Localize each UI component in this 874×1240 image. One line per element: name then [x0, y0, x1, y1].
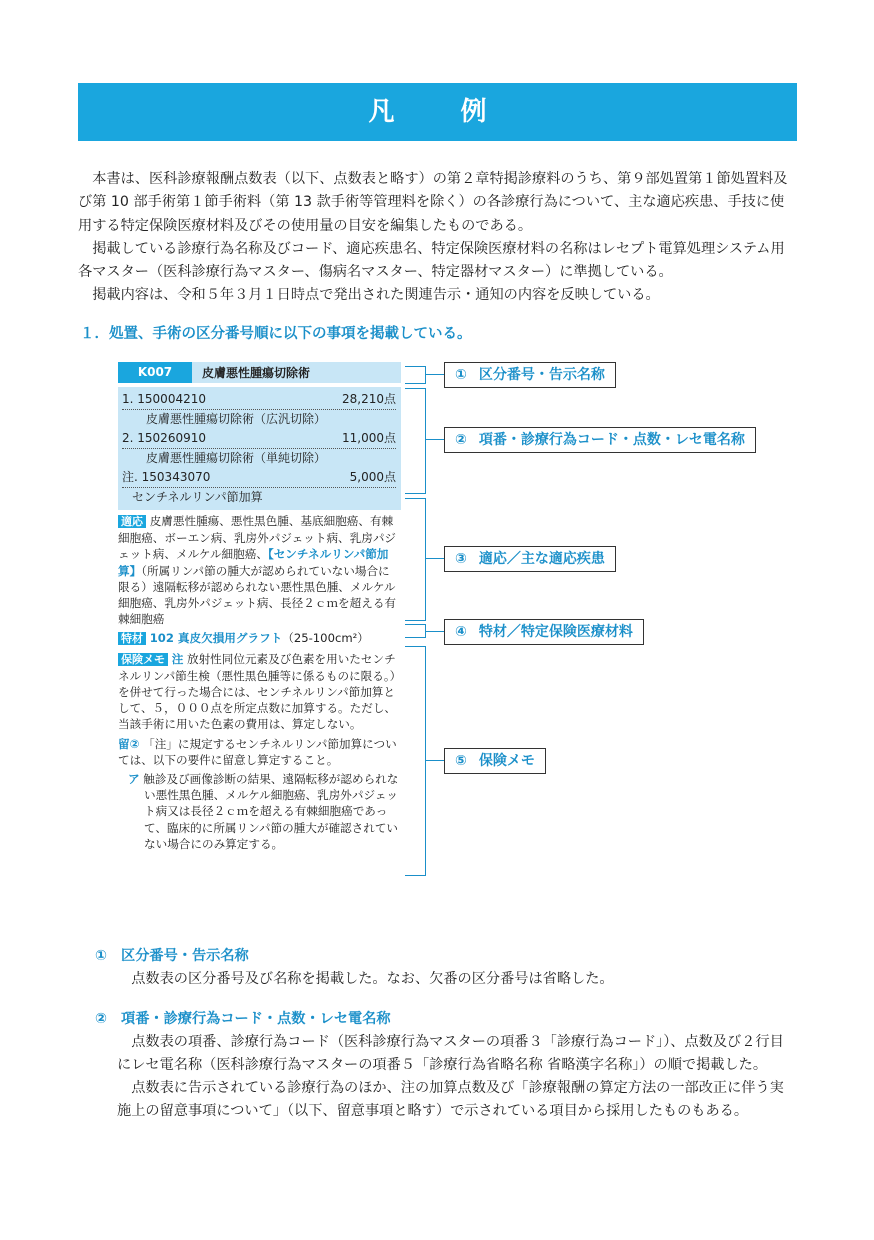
tokuzai-size: （25-100cm²）	[282, 631, 369, 646]
intro-text	[78, 168, 797, 308]
memo-tag: 保険メモ	[118, 653, 168, 666]
notes-section	[95, 945, 797, 1123]
item-code: 150260910	[137, 431, 206, 445]
item-no: 1.	[122, 392, 134, 406]
callout-label: 特材／特定保険医療材料	[478, 624, 633, 640]
callout-4	[444, 619, 644, 645]
bracket-5	[405, 646, 426, 876]
tekio-text: （所属リンパ節の腫大が認められていない場合に限る）遠隔転移が認められない悪性黒色腫、メルケル細胞癌、乳房外パジェット病、長径２ｃｍを超える有棘細胞癌	[118, 563, 397, 627]
tekio-text: 皮膚悪性腫瘍、悪性黒色腫、基底細胞癌、有棘細胞癌、ボーエン病、乳房外パジェット病、乳房パジェット病、メルケル細胞癌、	[118, 514, 397, 562]
item-points: 5,000点	[349, 470, 396, 484]
item-points: 11,000点	[342, 431, 396, 445]
note-number: ①	[95, 948, 108, 964]
connector-1	[425, 374, 444, 375]
callout-number: ⑤	[455, 753, 467, 769]
tokuzai-block	[118, 630, 401, 647]
bracket-3	[405, 498, 426, 621]
intro-paragraph: 掲載している診療行為名称及びコード、適応疾患名、特定保険医療材料の名称はレセプト電算処理システム用各マスター（医科診療行為マスター、傷病名マスター、特定器材マスター）に準拠している。	[78, 240, 785, 281]
note-paragraph: 点数表の区分番号及び名称を掲載した。なお、欠番の区分番号は省略した。	[131, 971, 614, 987]
item-rece-name: センチネルリンパ節加算	[132, 490, 263, 504]
note-title: 項番・診療行為コード・点数・レセ電名称	[121, 1011, 391, 1027]
callout-label: 項番・診療行為コード・点数・レセ電名称	[478, 432, 745, 448]
item-no: 注.	[122, 470, 138, 484]
connector-2	[425, 439, 444, 440]
ryui-item-mark: ア	[128, 772, 140, 787]
item-row	[122, 468, 396, 488]
callout-number: ②	[455, 432, 467, 448]
note-heading	[95, 945, 797, 968]
item-points: 28,210点	[342, 392, 396, 406]
memo-chu: 注	[171, 651, 184, 666]
connector-5	[425, 760, 444, 761]
callout-label: 適応／主な適応疾患	[478, 551, 605, 567]
sample-entry	[118, 362, 401, 852]
kubun-code: K007	[118, 362, 192, 383]
tekio-highlight: 【センチネルリンパ節加算】	[118, 547, 389, 578]
callout-5	[444, 748, 546, 774]
callout-number: ③	[455, 551, 467, 567]
section-title: １．処置、手術の区分番号順に以下の事項を掲載している。	[80, 326, 472, 342]
ryui-text: 「注」に規定するセンチネルリンパ節加算については、以下の要件に留意し算定すること。	[118, 736, 397, 767]
item-code: 150343070	[141, 470, 211, 484]
tekio-block	[118, 513, 401, 627]
bracket-1	[405, 366, 426, 384]
callout-label: 保険メモ	[478, 753, 535, 769]
memo-text: 放射性同位元素及び色素を用いたセンチネルリンパ節生検（悪性黒色腫等に係るものに限る。）を併せて行った場合には、センチネルリンパ節加算として、５，０００点を所定点数に加算する。ただし、当該手術に用いた色素の費用は、算定しない。	[118, 651, 397, 732]
note-paragraph: 点数表の項番、診療行為コード（医科診療行為マスターの項番３「診療行為コード」）、点数及び２行目にレセ電名称（医科診療行為マスターの項番５「診療行為省略名称 省略漢字名称」）の順で掲載した。	[117, 1034, 784, 1073]
callout-number: ④	[455, 624, 467, 640]
callout-1	[444, 362, 616, 388]
callout-label: 区分番号・告示名称	[478, 367, 605, 383]
bracket-2	[405, 388, 426, 494]
tekio-tag: 適応	[118, 515, 146, 528]
ryui-block	[118, 736, 401, 768]
page-title: 凡 例	[78, 83, 797, 141]
bracket-4	[405, 624, 426, 638]
ryui-item	[118, 771, 401, 852]
item-row	[122, 429, 396, 449]
kubun-name: 皮膚悪性腫瘍切除術	[202, 366, 311, 380]
item-list	[118, 387, 401, 510]
note-paragraph: 点数表に告示されている診療行為のほか、注の加算点数及び「診療報酬の算定方法の一部改正に伴う実施上の留意事項について」（以下、留意事項と略す）で示されている項目から採用したものもある。	[117, 1080, 784, 1119]
kubun-bar	[118, 362, 401, 383]
callout-number: ①	[455, 367, 467, 383]
connector-4	[425, 631, 444, 632]
callout-3	[444, 546, 616, 572]
note-heading	[95, 1008, 797, 1031]
intro-paragraph: 本書は、医科診療報酬点数表（以下、点数表と略す）の第２章特掲診療料のうち、第９部処置第１節処置料及び第 10 部手術第１節手術料（第 13 款手術等管理料を除く）の各診療行為について、主な適応疾患、手技に使用する特定保険医療材料及びその使用量の目安を編集したものである。	[78, 171, 788, 234]
ryui-tag: 留②	[118, 736, 140, 751]
item-no: 2.	[122, 431, 134, 445]
connector-3	[425, 558, 444, 559]
note-title: 区分番号・告示名称	[121, 948, 249, 964]
memo-block	[118, 651, 401, 733]
tokuzai-tag: 特材	[118, 632, 146, 645]
note-number: ②	[95, 1011, 108, 1027]
item-code: 150004210	[137, 392, 206, 406]
tokuzai-name: 102 真皮欠損用グラフト	[149, 631, 283, 646]
callout-2	[444, 427, 756, 453]
item-rece-name: 皮膚悪性腫瘍切除術（広汎切除）	[146, 412, 327, 426]
item-row	[122, 390, 396, 410]
intro-paragraph: 掲載内容は、令和５年３月１日時点で発出された関連告示・通知の内容を反映している。	[92, 287, 660, 304]
item-rece-name: 皮膚悪性腫瘍切除術（単純切除）	[146, 451, 327, 465]
ryui-item-text: 触診及び画像診断の結果、遠隔転移が認められない悪性黒色腫、メルケル細胞癌、乳房外パジェット病又は長径２ｃｍを超える有棘細胞癌であって、臨床的に所属リンパ節の腫大が確認されていない場合にのみ算定する。	[143, 772, 399, 851]
